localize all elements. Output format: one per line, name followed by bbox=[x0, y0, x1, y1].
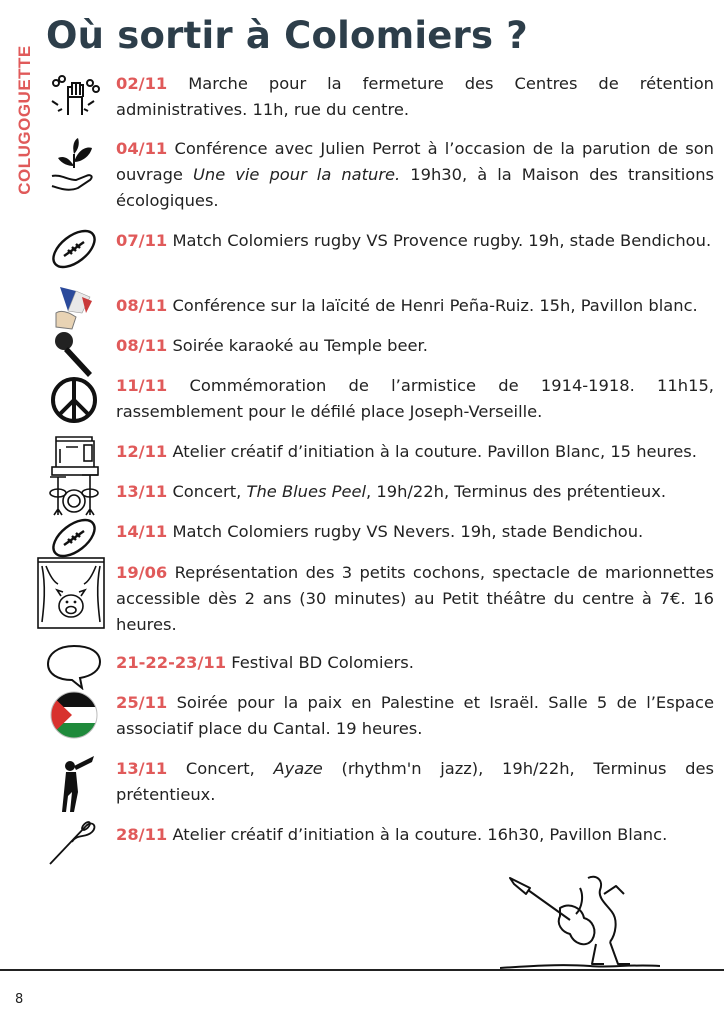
event-description: (rhythm'n jazz), 19h/22h, Terminus des prétentieux. bbox=[116, 759, 714, 804]
plant-in-hand-icon bbox=[46, 136, 102, 196]
sidebar-tag bbox=[14, 30, 36, 210]
trumpet-player-icon bbox=[46, 756, 102, 814]
event-text bbox=[116, 293, 714, 319]
event-date: 28/11 bbox=[116, 825, 168, 844]
event-text bbox=[116, 228, 714, 254]
event-description: 19h30, à la Maison des transitions écologiques. bbox=[116, 165, 714, 210]
event-date: 02/11 bbox=[116, 74, 168, 93]
event-description: Concert, bbox=[167, 759, 274, 778]
event-text bbox=[116, 479, 714, 505]
page-title: Où sortir à Colomiers ? bbox=[46, 14, 528, 57]
event-description: Représentation des 3 petits cochons, spectacle de marionnettes accessible dès 2 ans (30 minutes) au Petit théâtre du centre à 7€. 16 heures. bbox=[116, 563, 714, 634]
sidebar-tag-text: COLUGOGUETTE bbox=[15, 45, 34, 195]
event-description: , 19h/22h, Terminus des prétentieux. bbox=[366, 482, 667, 501]
event-text bbox=[116, 560, 714, 638]
event-text bbox=[116, 373, 714, 425]
event-description: Commémoration de l’armistice de 1914-1918. 11h15, rassemblement pour le défilé place Joseph-Verseille. bbox=[116, 376, 714, 421]
palestine-flag-icon bbox=[46, 690, 102, 740]
event-description: Soirée pour la paix en Palestine et Israël. Salle 5 de l’Espace associatif place du Cantal. 19 heures. bbox=[116, 693, 714, 738]
event-date: 12/11 bbox=[116, 442, 168, 461]
event-text bbox=[116, 822, 714, 848]
event-band-name: Ayaze bbox=[273, 759, 323, 778]
event-text bbox=[116, 136, 714, 214]
event-date: 04/11 bbox=[116, 139, 168, 158]
page-number: 8 bbox=[15, 992, 24, 1007]
event-date: 25/11 bbox=[116, 693, 168, 712]
event-text bbox=[116, 71, 714, 123]
event-date: 13/11 bbox=[116, 482, 168, 501]
event-date: 21-22-23/11 bbox=[116, 653, 227, 672]
event-description: Soirée karaoké au Temple beer. bbox=[167, 336, 428, 355]
event-description: Conférence avec Julien Perrot à l’occasion de la parution de son ouvrage bbox=[116, 139, 714, 184]
peace-sign-icon bbox=[46, 375, 102, 425]
event-text bbox=[116, 650, 714, 676]
event-description: Festival BD Colomiers. bbox=[226, 653, 414, 672]
event-text bbox=[116, 333, 714, 359]
event-description: Match Colomiers rugby VS Provence rugby. 19h, stade Bendichou. bbox=[167, 231, 712, 250]
pig-theater-stage-icon bbox=[36, 556, 106, 630]
event-date: 08/11 bbox=[116, 336, 168, 355]
event-text bbox=[116, 519, 714, 545]
event-date: 11/11 bbox=[116, 376, 168, 395]
event-description: Marche pour la fermeture des Centres de rétention administratives. 11h, rue du centre. bbox=[116, 74, 714, 119]
event-book-title: Une vie pour la nature. bbox=[192, 165, 401, 184]
needle-thread-icon bbox=[46, 818, 102, 868]
footer-rule bbox=[0, 969, 724, 971]
event-date: 19/06 bbox=[116, 563, 168, 582]
event-text bbox=[116, 439, 714, 465]
event-date: 13/11 bbox=[116, 759, 168, 778]
rugby-ball-icon bbox=[46, 224, 102, 274]
event-description: Atelier créatif d’initiation à la couture. 16h30, Pavillon Blanc. bbox=[167, 825, 668, 844]
microphone-icon bbox=[46, 329, 102, 379]
event-description: Match Colomiers rugby VS Nevers. 19h, stade Bendichou. bbox=[167, 522, 644, 541]
event-date: 08/11 bbox=[116, 296, 168, 315]
event-description: Concert, bbox=[167, 482, 247, 501]
drum-kit-icon bbox=[46, 469, 102, 519]
event-date: 14/11 bbox=[116, 522, 168, 541]
event-description: Conférence sur la laïcité de Henri Peña-Ruiz. 15h, Pavillon blanc. bbox=[167, 296, 698, 315]
raised-fist-broken-chains-icon bbox=[46, 71, 102, 121]
marianne-flag-icon bbox=[46, 283, 102, 333]
event-date: 07/11 bbox=[116, 231, 168, 250]
speech-bubble-icon bbox=[46, 640, 102, 690]
event-text bbox=[116, 690, 714, 742]
event-text bbox=[116, 756, 714, 808]
event-description: Atelier créatif d’initiation à la couture. Pavillon Blanc, 15 heures. bbox=[167, 442, 697, 461]
guitarist-drawing-icon bbox=[500, 868, 660, 972]
event-band-name: The Blues Peel bbox=[246, 482, 367, 501]
